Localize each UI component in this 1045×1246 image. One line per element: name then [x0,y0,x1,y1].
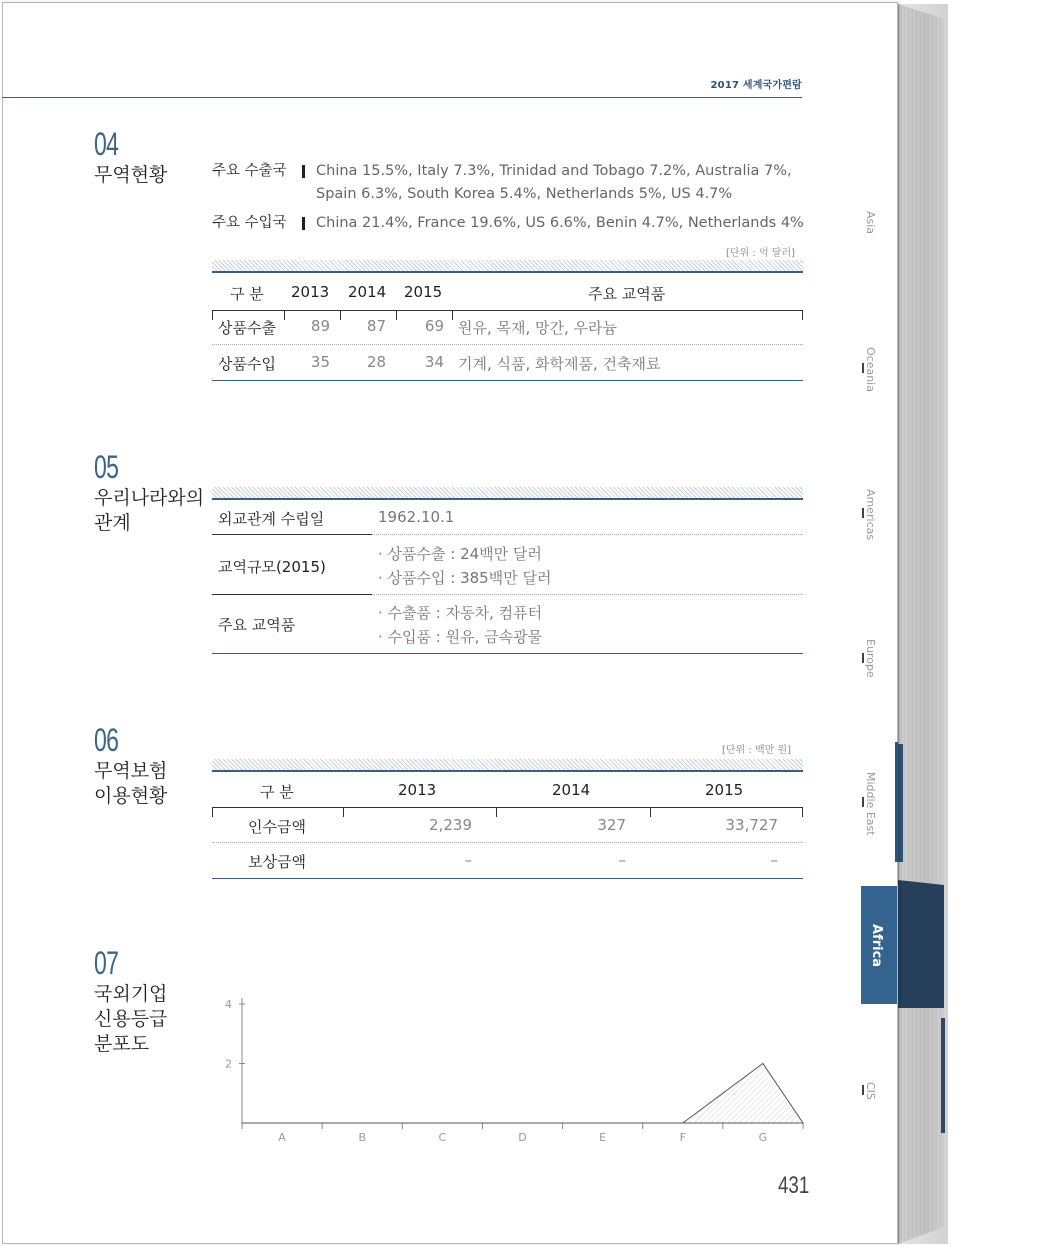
label-rule [212,534,372,535]
data-point-A [282,1123,283,1124]
data-point-F [682,1123,683,1124]
section-number-06: 06 [94,722,119,758]
value-2013: 35 [310,353,330,371]
tab-asia[interactable]: Asia [864,211,877,235]
relations-label-trade-volume: 교역규모(2015) [218,558,326,576]
header-2014: 2014 [348,283,387,301]
row-label: 인수금액 [248,818,306,836]
data-point-B [362,1123,363,1124]
relations-value-export-items: · 수출품 : 자동차, 컴퓨터 [378,604,543,622]
trade-items: 기계, 식품, 화학제품, 건축재료 [458,355,661,373]
label-rule [212,594,372,595]
section-title-credit-3: 분포도 [94,1033,150,1055]
tab-middle-east[interactable]: Middle East [864,772,877,836]
header-category: 구 분 [260,783,294,801]
x-tick-label: B [358,1131,366,1144]
table-top-hatch [212,759,803,772]
value-2015: – [770,851,778,869]
table-top-hatch [212,260,803,273]
value-2013: – [464,851,472,869]
trade-items: 원유, 목재, 망간, 우라늄 [458,319,618,337]
row-divider [372,594,803,595]
data-point-D [522,1123,523,1124]
header-items: 주요 교역품 [588,285,666,303]
table-bottom-rule [212,878,803,879]
x-tick-label: E [599,1131,607,1144]
value-2014: 327 [597,816,626,834]
relations-value-export: · 상품수출 : 24백만 달러 [378,545,542,563]
row-divider [212,344,803,345]
table-bottom-rule [212,653,803,654]
header-2014: 2014 [552,781,591,799]
section-title-credit-2: 신용등급 [94,1008,168,1030]
insurance-unit: [단위 : 백만 원] [722,745,792,756]
edge-tab-africa [898,880,944,1008]
export-text-line1: China 15.5%, Italy 7.3%, Trinidad and Tobago 7.2%, Australia 7%, [316,163,792,179]
header-2013: 2013 [398,781,437,799]
edge-tab-middle-east [898,744,903,862]
credit-rating-chart [210,990,820,1155]
table-bottom-rule [212,380,803,381]
data-point-C [442,1123,443,1124]
tab-oceania[interactable]: Oceania [864,347,877,392]
row-label: 상품수입 [218,355,276,373]
section-number-04: 04 [94,126,119,162]
edge-tab-lower [941,1018,945,1133]
section-title-insurance-2: 이용현황 [94,785,168,807]
x-tick-label: A [278,1131,286,1144]
trade-unit: [단위 : 억 달러] [726,248,796,259]
data-point-E [602,1123,603,1124]
row-label: 상품수출 [218,319,276,337]
import-label: 주요 수입국 [212,215,287,231]
x-tick-label: G [758,1131,768,1144]
section-number-07: 07 [94,945,119,981]
y-tick-label: 2 [225,1057,232,1071]
table-top-hatch [212,487,803,500]
section-title-insurance-1: 무역보험 [94,760,168,782]
header-category: 구 분 [230,285,264,303]
tab-americas[interactable]: Americas [864,489,877,541]
row-divider [212,842,803,843]
header-2015: 2015 [705,781,744,799]
value-2015: 34 [424,353,444,371]
tab-cis[interactable]: CIS [864,1082,877,1100]
export-partners-row [212,160,803,208]
row-label: 보상금액 [248,853,306,871]
label-divider [302,217,305,230]
label-divider [302,165,305,178]
data-point-G [762,1063,763,1064]
relations-value-import-items: · 수입품 : 원유, 금속광물 [378,628,543,646]
x-tick-label: C [438,1131,447,1144]
export-label: 주요 수출국 [212,163,287,179]
relations-value-diplomacy: 1962.10.1 [378,508,455,526]
insurance-table-header [212,781,803,803]
value-2015: 33,727 [725,816,778,834]
book-edge-front [898,4,944,1244]
value-2013: 89 [310,317,330,335]
header-rule [2,97,802,98]
import-partners-row [212,212,803,236]
section-title-credit-1: 국외기업 [94,983,168,1005]
y-tick-label: 4 [225,998,232,1011]
section-number-05: 05 [94,449,119,485]
trade-table-header [212,283,803,305]
value-2014: – [618,851,626,869]
page-number: 431 [778,1172,810,1199]
section-title-trade: 무역현황 [94,164,168,186]
row-divider [372,534,803,535]
relations-value-import: · 상품수입 : 385백만 달러 [378,569,552,587]
header-2015: 2015 [404,283,443,301]
section-title-relations-2: 관계 [94,512,131,534]
tab-africa[interactable]: Africa [869,924,884,968]
export-text-line2: Spain 6.3%, South Korea 5.4%, Netherlands 5%, US 4.7% [316,186,733,202]
tab-europe[interactable]: Europe [864,639,877,678]
distribution-area [242,1064,803,1124]
insurance-header-rule [212,807,803,816]
header-2013: 2013 [291,283,330,301]
relations-label-items: 주요 교역품 [218,616,296,634]
header-title: 2017 세계국가편람 [710,80,802,91]
x-tick-label: D [518,1131,527,1144]
x-tick-label: F [679,1131,686,1144]
tab-marker [895,742,898,862]
import-text: China 21.4%, France 19.6%, US 6.6%, Benin 4.7%, Netherlands 4% [316,215,804,231]
relations-label-diplomacy: 외교관계 수립일 [218,510,325,528]
section-title-relations-1: 우리나라와의 [94,487,205,509]
value-2014: 28 [366,353,386,371]
value-2013: 2,239 [429,816,472,834]
value-2014: 87 [366,317,386,335]
value-2015: 69 [424,317,444,335]
